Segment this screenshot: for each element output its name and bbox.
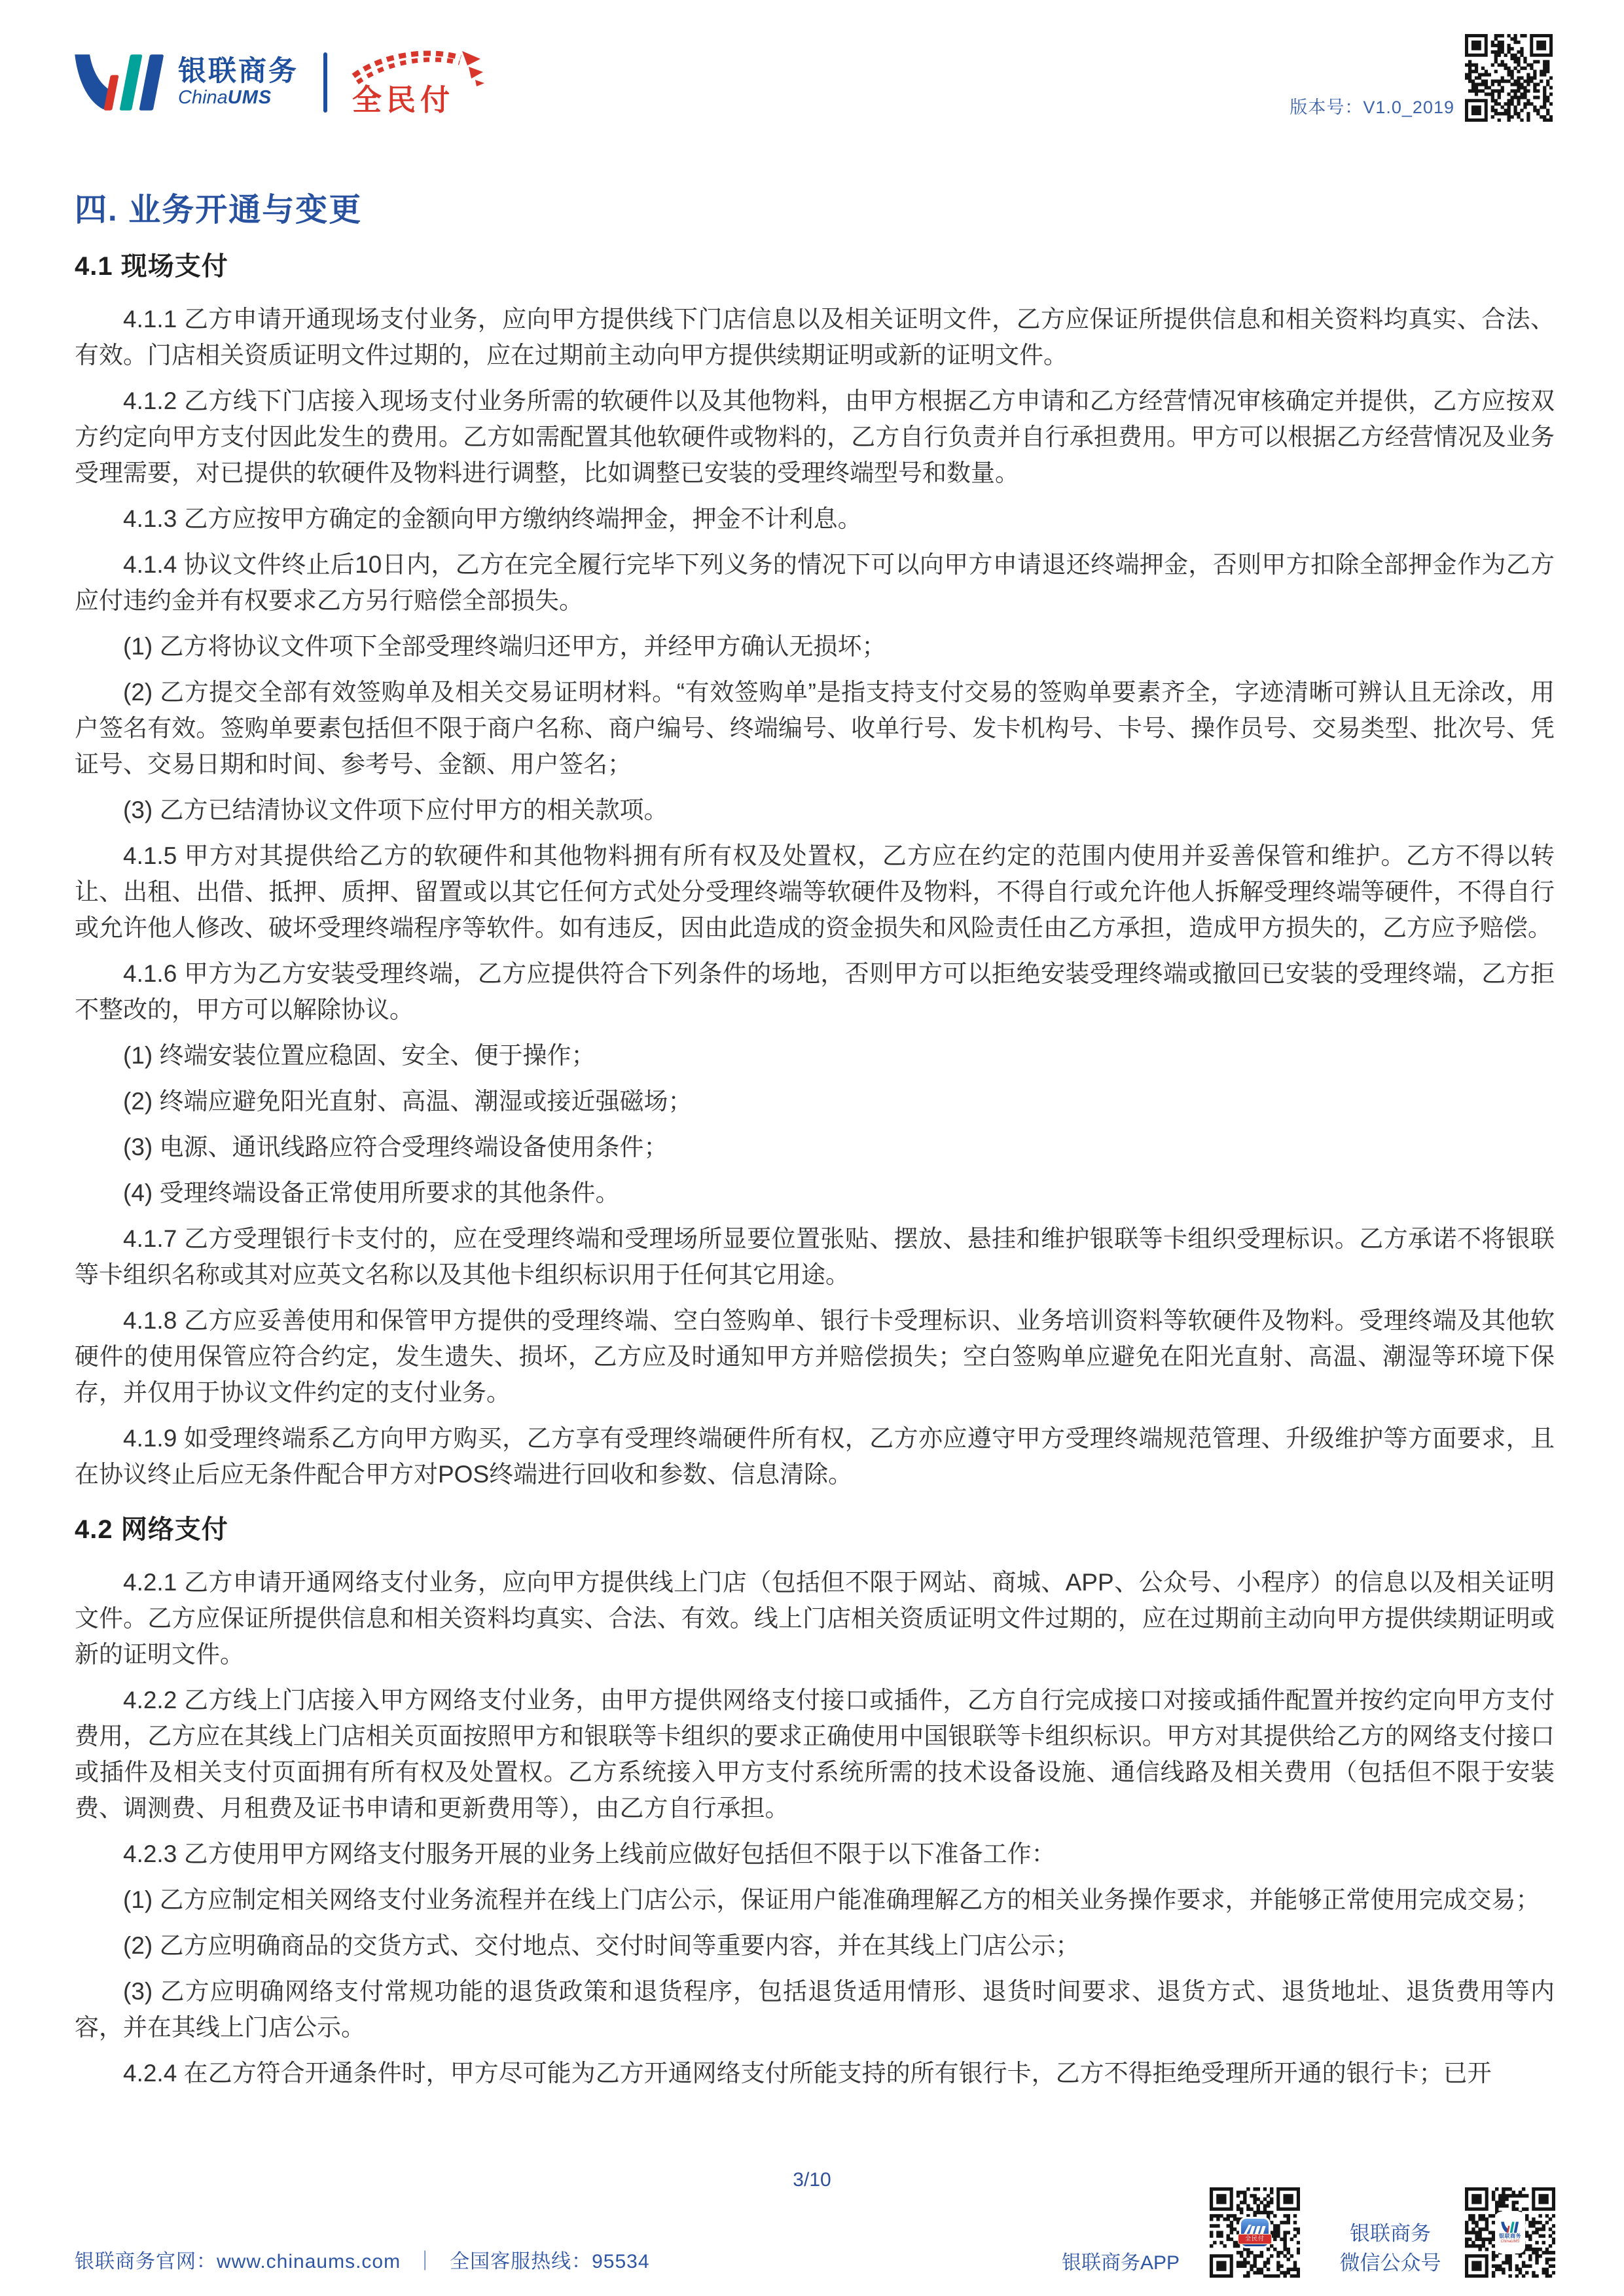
footer-contact: [75, 2245, 650, 2274]
clause-4-1-5: 4.1.5 甲方对其提供给乙方的软硬件和其他物料拥有所有权及处置权，乙方应在约定的范围内使用并妥善保管和维护。乙方不得以转让、出租、出借、抵押、质押、留置或以其它任何方式处分受理终端等软硬件及物料，不得自行或允许他人拆解受理终端等硬件，不得自行或允许他人修改、破坏受理终端程序等软件。如有违反，因由此造成的资金损失和风险责任由乙方承担，造成甲方损失的，乙方应予赔偿。: [75, 842, 1555, 941]
clause-4-2-3-item-1: (1) 乙方应制定相关网络支付业务流程并在线上门店公示，保证用户能准确理解乙方的相关业务操作要求，并能够正常使用完成交易；: [123, 1886, 1540, 1913]
clause-4-1-6-item-1: (1) 终端安装位置应稳固、安全、便于操作；: [123, 1042, 596, 1069]
clause-4-1-4-item-1: (1) 乙方将协议文件项下全部受理终端归还甲方，并经甲方确认无损坏；: [123, 633, 886, 660]
clause-4-2-2: 4.2.2 乙方线上门店接入甲方网络支付业务，由甲方提供网络支付接口或插件，乙方自行完成接口对接或插件配置并按约定向甲方支付费用，乙方应在其线上门店相关页面按照甲方和银联等卡组织的要求正确使用中国银联等卡组织标识。甲方对其提供给乙方的网络支付接口或插件及相关支付页面拥有所有权及处置权。乙方系统接入甲方支付系统所需的技术设备设施、通信线路及相关费用（包括但不限于安装费、调测费、月租费及证书申请和更新费用等），由乙方自行承担。: [75, 1687, 1555, 1821]
clause-4-1-6-item-4: (4) 受理终端设备正常使用所要求的其他条件。: [123, 1179, 620, 1206]
product-logo: [352, 51, 454, 115]
clause-4-1-6-item-3: (3) 电源、通讯线路应符合受理终端设备使用条件；: [123, 1134, 668, 1160]
clause-4-2-1: 4.2.1 乙方申请开通网络支付业务，应向甲方提供线上门店（包括但不限于网站、商城、APP、公众号、小程序）的信息以及相关证明文件。乙方应保证所提供信息和相关资料均真实、合法、有效。线上门店相关资质证明文件过期的，应在过期前主动向甲方提供续期证明或新的证明文件。: [75, 1569, 1555, 1668]
overlay-brand-en: ChinaUMS: [1500, 2239, 1520, 2244]
clause-4-2-3-item-2: (2) 乙方应明确商品的交货方式、交付地点、交付时间等重要内容，并在其线上门店公示；: [123, 1932, 1080, 1959]
clause-4-1-9: 4.1.9 如受理终端系乙方向甲方购买，乙方享有受理终端硬件所有权，乙方亦应遵守甲方受理终端规范管理、升级维护等方面要求，且在协议终止后应无条件配合甲方对POS终端进行回收和参数、信息清除。: [75, 1425, 1555, 1488]
version-label: 版本号：V1.0_2019: [1290, 98, 1454, 117]
clause-4-1-4-item-3: (3) 乙方已结清协议文件项下应付甲方的相关款项。: [123, 797, 668, 823]
version-qr-code: [1465, 34, 1553, 122]
chapter-title: 四. 业务开通与变更: [75, 192, 363, 228]
section-heading-4-1: 4.1 现场支付: [75, 252, 228, 281]
clause-4-1-1: 4.1.1 乙方申请开通现场支付业务，应向甲方提供线下门店信息以及相关证明文件，乙方应保证所提供信息和相关资料均真实、合法、有效。门店相关资质证明文件过期的，应在过期前主动向甲方提供续期证明或新的证明文件。: [75, 306, 1555, 368]
header-logo-group: [72, 51, 455, 117]
clause-4-1-2: 4.1.2 乙方线下门店接入现场支付业务所需的软硬件以及其他物料，由甲方根据乙方申请和乙方经营情况审核确定并提供，乙方应按双方约定向甲方支付因此发生的费用。乙方如需配置其他软硬件或物料的，乙方自行负责并自行承担费用。甲方可以根据乙方经营情况及业务受理需要，对已提供的软硬件及物料进行调整，比如调整已安装的受理终端型号和数量。: [75, 387, 1555, 486]
product-name: 全民付: [352, 82, 455, 117]
hotline-text: 全国客服热线：95534: [450, 2251, 650, 2272]
brand-en-china: China: [178, 87, 228, 108]
wechat-label-line1: 银联商务: [1350, 2222, 1431, 2245]
page-number: 3/10: [793, 2169, 831, 2191]
clause-4-1-4-item-2: (2) 乙方提交全部有效签购单及相关交易证明材料。“有效签购单”是指支持支付交易的签购单要素齐全，字迹清晰可辨认且无涂改，用户签名有效。签购单要素包括但不限于商户名称、商户编号、终端编号、收单行号、发卡机构号、卡号、操作员号、交易类型、批次号、凭证号、交易日期和时间、参考号、金额、用户签名；: [75, 679, 1555, 778]
section-heading-4-2: 4.2 网络支付: [75, 1515, 228, 1544]
clause-4-1-6-item-2: (2) 终端应避免阳光直射、高温、潮湿或接近强磁场；: [123, 1088, 693, 1115]
wechat-label-line2: 微信公众号: [1339, 2251, 1441, 2274]
clause-4-1-8: 4.1.8 乙方应妥善使用和保管甲方提供的受理终端、空白签购单、银行卡受理标识、业务培训资料等软硬件及物料。受理终端及其他软硬件的使用保管应符合约定，发生遗失、损坏，乙方应及时通知甲方并赔偿损失；空白签购单应避免在阳光直射、高温、潮湿等环境下保存，并仅用于协议文件约定的支付业务。: [75, 1307, 1555, 1406]
brand-en-ums: UMS: [227, 87, 272, 108]
app-icon-ribbon: 全民付: [1238, 2234, 1272, 2244]
wechat-qr-code: [1465, 2187, 1555, 2278]
wechat-qr-overlay: [1495, 2212, 1525, 2253]
clause-4-1-7: 4.1.7 乙方受理银行卡支付的，应在受理终端和受理场所显要位置张贴、摆放、悬挂和维护银联等卡组织受理标识。乙方承诺不将银联等卡组织名称或其对应英文名称以及其他卡组织标识用于任何其它用途。: [75, 1225, 1555, 1288]
app-qr-code: [1210, 2187, 1300, 2278]
clause-4-2-3: 4.2.3 乙方使用甲方网络支付服务开展的业务上线前应做好包括但不限于以下准备工作：: [123, 1840, 1056, 1867]
wechat-qr-label: [1330, 2219, 1451, 2278]
brand-name-cn: 银联商务: [178, 56, 298, 87]
clause-4-2-3-item-3: (3) 乙方应明确网络支付常规功能的退货政策和退货程序，包括退货适用情形、退货时间要求、退货方式、退货地址、退货费用等内容，并在其线上门店公示。: [75, 1978, 1555, 2041]
contract-body: [75, 192, 1555, 2101]
clause-4-1-6: 4.1.6 甲方为乙方安装受理终端，乙方应提供符合下列条件的场地，否则甲方可以拒绝安装受理终端或撤回已安装的受理终端，乙方拒不整改的，甲方可以解除协议。: [75, 960, 1555, 1023]
clause-4-2-4: 4.2.4 在乙方符合开通条件时，甲方尽可能为乙方开通网络支付所能支持的所有银行卡，乙方不得拒绝受理所开通的银行卡；已开: [123, 2060, 1492, 2087]
clause-4-1-3: 4.1.3 乙方应按甲方确定的金额向甲方缴纳终端押金，押金不计利息。: [123, 505, 862, 532]
quanminfu-app-icon: [1239, 2217, 1271, 2248]
brand-name-en: [178, 88, 298, 107]
brand-wordmark: [178, 58, 298, 107]
logo-divider: [323, 52, 327, 113]
checkered-flag-icon: [350, 46, 486, 86]
overlay-brand-cn: 银联商务: [1499, 2233, 1521, 2239]
footer-separator: ｜: [415, 2251, 436, 2272]
website-text: 银联商务官网：www.chinaums.com: [75, 2251, 401, 2272]
chinaums-logo-mark: [72, 52, 169, 113]
chinaums-mini-mark-icon: [1500, 2221, 1520, 2233]
clause-4-1-4: 4.1.4 协议文件终止后10日内，乙方在完全履行完毕下列义务的情况下可以向甲方申请退还终端押金，否则甲方扣除全部押金作为乙方应付违约金并有权要求乙方另行赔偿全部损失。: [75, 551, 1555, 614]
app-qr-label: 银联商务APP: [1062, 2252, 1180, 2274]
